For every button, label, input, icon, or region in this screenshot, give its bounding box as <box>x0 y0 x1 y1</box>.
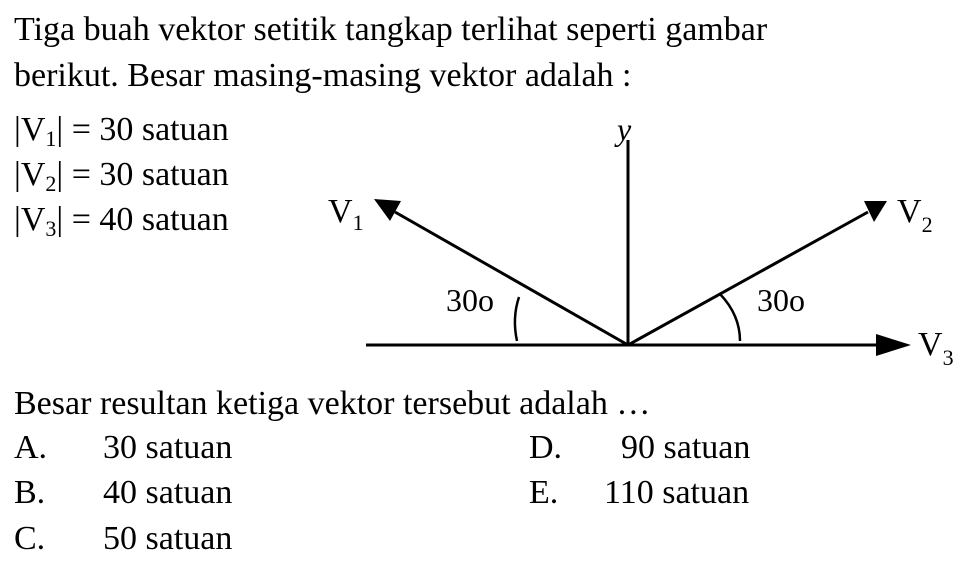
v3-arrowhead <box>876 334 911 356</box>
angle-arc-left <box>515 297 519 341</box>
option-d-letter: D. <box>529 429 563 466</box>
magnitude-v3-sub: 3 <box>45 216 57 241</box>
angle-label-left: 30o <box>446 282 494 318</box>
option-a-letter: A. <box>14 429 48 466</box>
magnitude-v1-name: V <box>20 111 46 148</box>
v3-label-sub: 3 <box>942 345 954 370</box>
magnitude-v2-sub: 2 <box>45 171 57 196</box>
magnitude-v3-value: = 40 satuan <box>71 201 229 238</box>
option-e-text: 110 satuan <box>604 474 750 511</box>
v2-label-name: V <box>897 193 922 230</box>
magnitude-v2-name: V <box>20 156 46 193</box>
magnitude-v1-sub: 1 <box>45 126 57 151</box>
v1-label <box>328 193 364 235</box>
option-d-text: 90 satuan <box>621 429 751 466</box>
v1-label-sub: 1 <box>352 210 364 235</box>
angle-label-right: 30o <box>757 282 805 318</box>
v2-vector-line <box>628 212 868 345</box>
v2-label-sub: 2 <box>921 212 933 237</box>
magnitude-v2: $|V_2| = 30$ satuan <box>14 156 229 196</box>
option-b-letter: B. <box>14 474 46 511</box>
v1-arrowhead <box>374 199 401 221</box>
question-line-1: Tiga buah vektor setitik tangkap terlihat seperti gambar <box>14 11 768 48</box>
v3-label-name: V <box>918 326 943 363</box>
question-prompt: Besar resultan ketiga vektor tersebut adalah … <box>14 385 651 422</box>
v2-label <box>897 193 933 237</box>
v1-label-name: V <box>328 193 353 230</box>
magnitude-v1: $|V_1| = 30$ satuan <box>14 111 229 151</box>
option-a-text: 30 satuan <box>103 429 233 466</box>
magnitude-v3-name: V <box>20 201 46 238</box>
y-axis-label: y <box>617 111 632 147</box>
option-e-letter: E. <box>529 474 559 511</box>
v1-vector-line <box>395 212 628 345</box>
magnitude-v1-value: = 30 satuan <box>71 111 229 148</box>
question-line-2: berikut. Besar masing-masing vektor adalah : <box>14 57 632 94</box>
option-c-text: 50 satuan <box>103 520 233 557</box>
option-b-text: 40 satuan <box>103 474 233 511</box>
magnitude-v2-value: = 30 satuan <box>71 156 229 193</box>
v3-label <box>918 326 954 370</box>
option-c-letter: C. <box>14 520 46 557</box>
magnitude-v3: $|V_3| = 40$ satuan <box>14 201 229 241</box>
angle-arc-right <box>720 294 740 341</box>
